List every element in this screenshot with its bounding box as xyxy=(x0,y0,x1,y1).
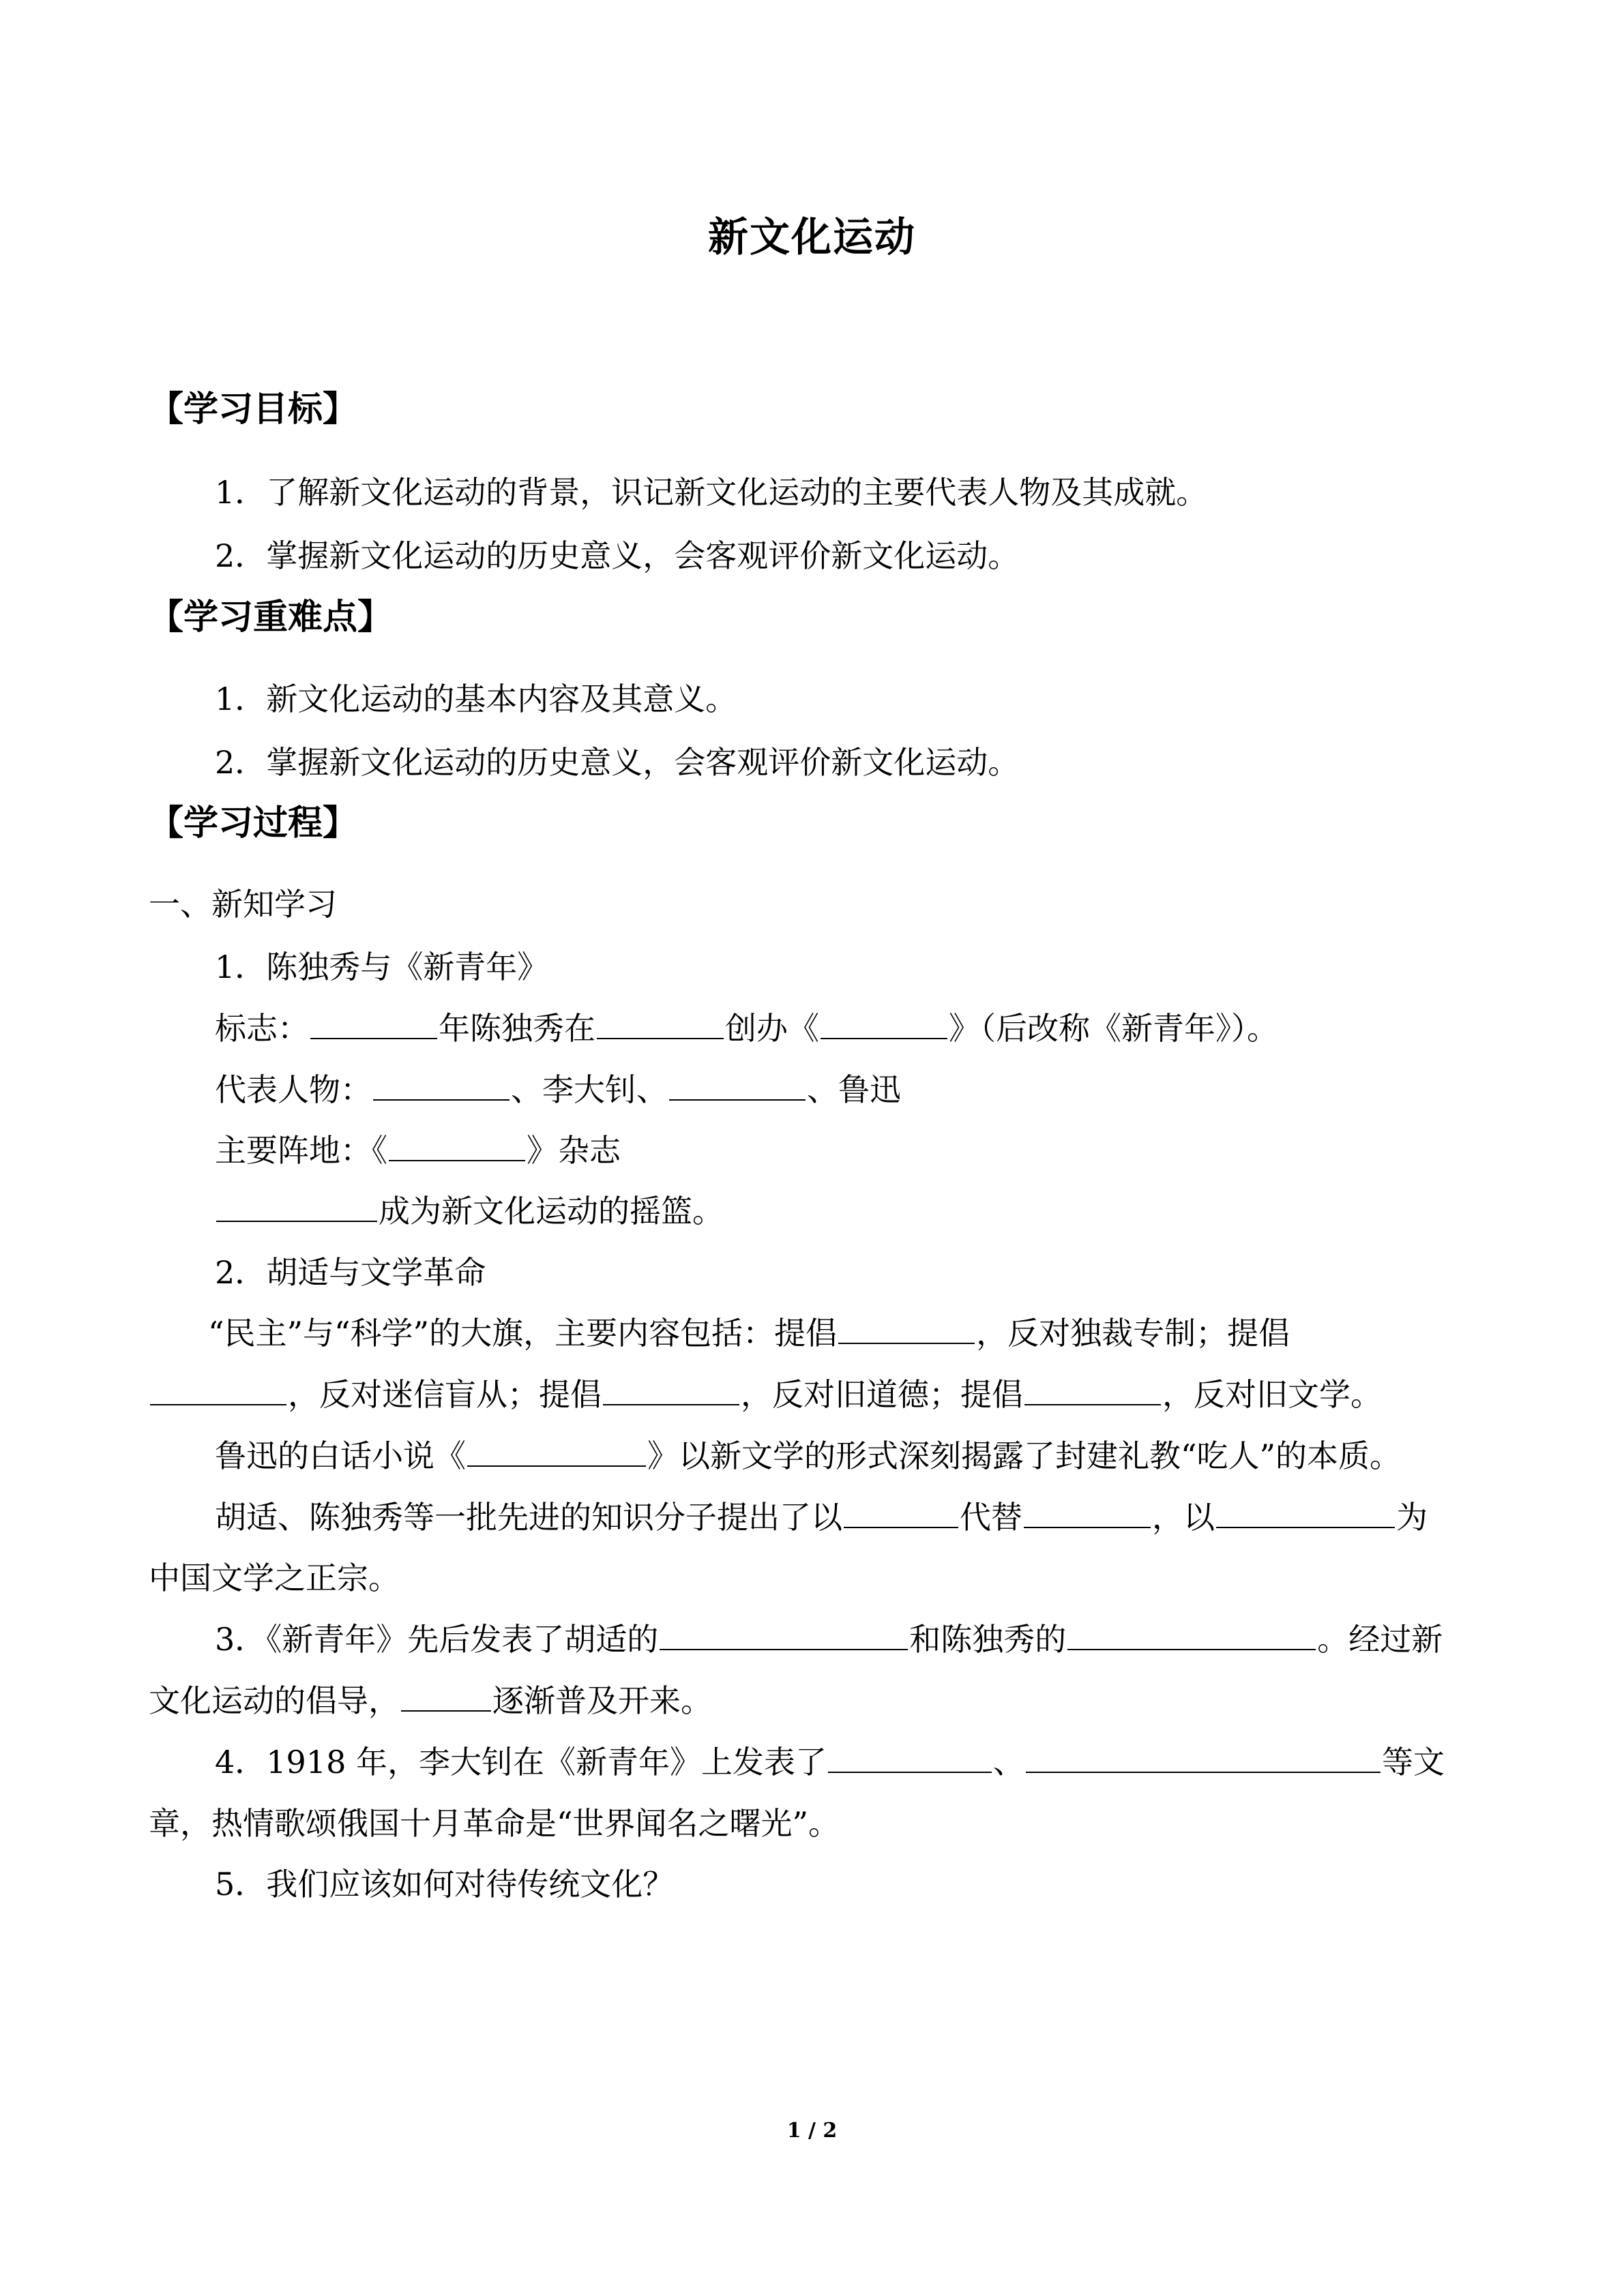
page-title: 新文化运动 xyxy=(707,213,916,260)
q1-rep-text-c: 、鲁迅 xyxy=(807,1071,901,1108)
q4-line-1 xyxy=(215,1740,1445,1784)
q1-sign-text-d: 》（后改称《新青年》）。 xyxy=(949,1010,1278,1047)
q1-title: 1．陈独秀与《新青年》 xyxy=(215,949,549,985)
blank-year[interactable] xyxy=(310,1008,437,1039)
q2-hu-text-d: 为 xyxy=(1396,1499,1428,1536)
q1-sign-text-b: 年陈独秀在 xyxy=(439,1010,595,1047)
q4-text-c: 等文 xyxy=(1381,1744,1445,1780)
blank-magazine[interactable] xyxy=(821,1008,947,1039)
objective-item-1: 1．了解新文化运动的背景，识记新文化运动的主要代表人物及其成就。 xyxy=(215,474,1208,511)
heading-objectives: 【学习目标】 xyxy=(149,389,358,430)
q4-text-b: 、 xyxy=(992,1744,1024,1780)
q2-flag-text-c: ，反对迷信盲从；提倡 xyxy=(288,1376,602,1413)
q2-flag-text-d: ，反对旧道德；提倡 xyxy=(741,1376,1023,1413)
q2-luxun-line xyxy=(215,1434,1401,1478)
blank-chen-article[interactable] xyxy=(1067,1619,1316,1650)
q2-luxun-text-b: 》以新文学的形式深刻揭露了封建礼教“吃人”的本质。 xyxy=(647,1437,1402,1474)
q2-flag-line-1 xyxy=(208,1311,1290,1355)
q2-flag-line-2 xyxy=(149,1373,1382,1416)
blank-vernacular[interactable] xyxy=(844,1497,958,1528)
key-point-item-1: 1．新文化运动的基本内容及其意义。 xyxy=(215,681,737,717)
q2-hu-line-1 xyxy=(215,1495,1428,1539)
q3-text-c: 。经过新 xyxy=(1317,1621,1443,1658)
q2-hu-text-c: ，以 xyxy=(1152,1499,1215,1536)
blank-li-article-1[interactable] xyxy=(828,1742,992,1773)
q3-line-1 xyxy=(215,1617,1443,1661)
q2-title: 2．胡适与文学革命 xyxy=(215,1254,486,1291)
q1-cradle-text: 成为新文化运动的摇篮。 xyxy=(379,1193,724,1229)
q2-flag-text-e: ，反对旧文学。 xyxy=(1162,1376,1382,1413)
q2-flag-text-a: “民主”与“科学”的大旗，主要内容包括：提倡 xyxy=(208,1315,838,1352)
q1-base-label: 主要阵地：《 xyxy=(215,1132,387,1169)
q1-cradle-line xyxy=(215,1189,724,1233)
q3-text-b: 和陈独秀的 xyxy=(909,1621,1067,1658)
q4-text-a: 4．1918 年，李大钊在《新青年》上发表了 xyxy=(215,1744,827,1780)
q3-text-e: 逐渐普及开来。 xyxy=(492,1682,712,1719)
q1-rep-text-b: 、李大钊、 xyxy=(511,1071,668,1108)
blank-base[interactable] xyxy=(389,1130,525,1161)
q1-rep-line xyxy=(215,1068,901,1112)
page-number: 1 / 2 xyxy=(786,2119,838,2143)
q2-hu-text-a: 胡适、陈独秀等一批先进的知识分子提出了以 xyxy=(215,1499,842,1536)
q1-sign-text-c: 创办《 xyxy=(725,1010,819,1047)
q1-base-line xyxy=(215,1129,621,1172)
q2-hu-line-2: 中国文学之正宗。 xyxy=(149,1560,400,1596)
blank-classical[interactable] xyxy=(1024,1497,1151,1528)
q2-hu-text-b: 代替 xyxy=(960,1499,1022,1536)
part-new-knowledge: 一、新知学习 xyxy=(149,886,337,923)
blank-cradle[interactable] xyxy=(216,1191,377,1222)
blank-hushi-article[interactable] xyxy=(660,1619,908,1650)
blank-vernacular-spread[interactable] xyxy=(401,1680,491,1712)
blank-orthodox[interactable] xyxy=(1216,1497,1395,1528)
blank-rep-1[interactable] xyxy=(373,1069,510,1101)
q4-line-2: 章，热情歌颂俄国十月革命是“世界闻名之曙光”。 xyxy=(149,1805,840,1842)
q1-sign-line xyxy=(215,1007,1278,1050)
blank-novel[interactable] xyxy=(467,1435,646,1467)
q2-luxun-text-a: 鲁迅的白话小说《 xyxy=(215,1437,466,1474)
q5-line: 5．我们应该如何对待传统文化？ xyxy=(215,1866,675,1903)
blank-rep-2[interactable] xyxy=(669,1069,806,1101)
blank-new-morality[interactable] xyxy=(603,1374,739,1405)
objective-item-2: 2．掌握新文化运动的历史意义，会客观评价新文化运动。 xyxy=(215,537,1020,574)
q1-rep-label: 代表人物： xyxy=(215,1071,372,1108)
blank-city[interactable] xyxy=(597,1008,724,1039)
blank-science[interactable] xyxy=(150,1374,286,1405)
q3-text-a: 3．《新青年》先后发表了胡适的 xyxy=(215,1621,659,1658)
key-point-item-2: 2．掌握新文化运动的历史意义，会客观评价新文化运动。 xyxy=(215,744,1020,781)
blank-new-literature[interactable] xyxy=(1024,1374,1161,1405)
blank-democracy[interactable] xyxy=(838,1313,975,1344)
q1-base-text-b: 》杂志 xyxy=(527,1132,621,1169)
q3-line-2 xyxy=(149,1679,712,1723)
q2-flag-text-b: ，反对独裁专制；提倡 xyxy=(976,1315,1290,1352)
blank-li-article-2[interactable] xyxy=(1026,1742,1381,1773)
heading-key-points: 【学习重难点】 xyxy=(149,597,393,638)
q3-text-d: 文化运动的倡导， xyxy=(149,1682,400,1719)
heading-process: 【学习过程】 xyxy=(149,803,358,844)
q1-sign-label: 标志： xyxy=(215,1010,309,1047)
